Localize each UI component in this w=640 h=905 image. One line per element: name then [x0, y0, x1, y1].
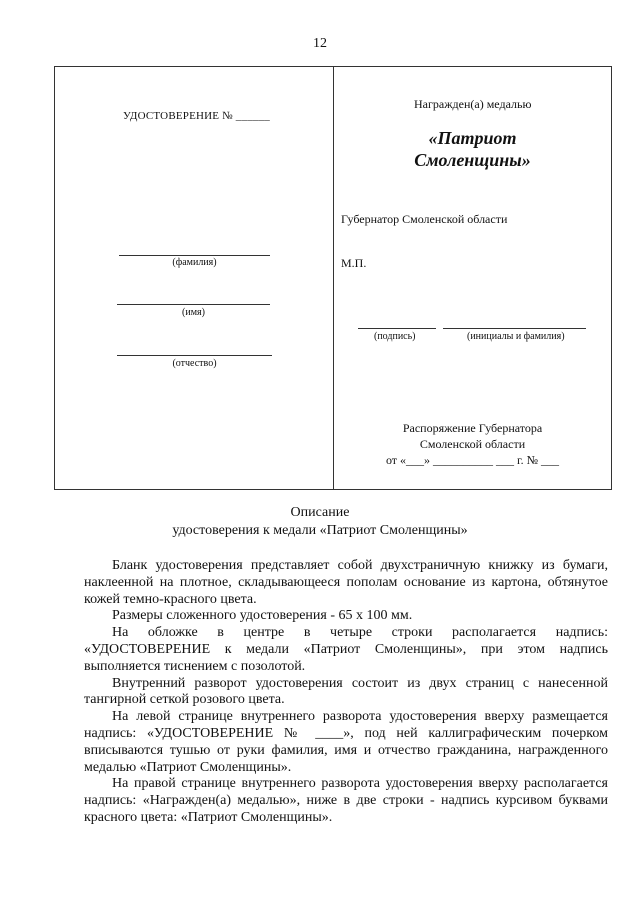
order-line2: Смоленской области: [419, 437, 526, 451]
description-heading: Описание: [290, 505, 350, 520]
patronymic-line: [117, 355, 272, 356]
governor-order: [334, 420, 611, 468]
name-caption: (имя): [182, 307, 205, 318]
order-line1: Распоряжение Губернатора: [402, 421, 543, 435]
order-line3: от «___» __________ ___ г. № ___: [385, 453, 560, 467]
signature-line: [358, 328, 436, 329]
initials-line: [443, 328, 586, 329]
name-line: [117, 304, 270, 305]
surname-line: [119, 255, 270, 256]
patronymic-caption: (отчество): [172, 358, 217, 369]
paragraph: Внутренний разворот удостоверения состоит из двух страниц с нанесенной тангирной сеткой розового цвета.: [84, 675, 608, 708]
initials-caption: (инициалы и фамилия): [467, 331, 565, 342]
medal-name: [334, 127, 611, 171]
awarded-text: Награжден(а) медалью: [414, 97, 532, 111]
surname-caption: (фамилия): [172, 257, 217, 268]
certificate-left-page: [55, 67, 333, 489]
certificate-right-page: [334, 67, 611, 489]
paragraph: На левой странице внутреннего разворота удостоверения вверху размещается надпись: «УДОСТОВЕРЕНИЕ № ____», под ней каллиграфическим почерком вписываются тушью от руки фамилия, имя и отчество гражданина, награжденного медалью «Патриот Смоленщины».: [84, 709, 608, 775]
paragraph: Размеры сложенного удостоверения - 65 x 100 мм.: [112, 608, 413, 624]
paragraph: Бланк удостоверения представляет собой двухстраничную книжку из бумаги, наклеенной на плотное, складывающееся пополам основание из картона, обтянутое кожей темно-красного цвета.: [84, 558, 608, 607]
description-body: [84, 558, 608, 827]
page-number: 12: [313, 36, 327, 51]
seal-place-text: М.П.: [341, 256, 367, 270]
medal-name-line2: Смоленщины»: [414, 150, 531, 170]
signature-caption: (подпись): [374, 331, 416, 342]
certificate-number-title: УДОСТОВЕРЕНИЕ № ______: [123, 110, 271, 122]
paragraph: На обложке в центре в четыре строки располагается надпись: «УДОСТОВЕРЕНИЕ к медали «Патриот Смоленщины», при этом надпись выполняется тиснением с позолотой.: [84, 625, 608, 674]
paragraph: На правой странице внутреннего разворота удостоверения вверху располагается надпись: «Награжден(а) медалью», ниже в две строки - надпись курсивом буквами красного цвета: «Патриот Смоленщины».: [84, 776, 608, 825]
certificate-spread: [54, 66, 612, 490]
governor-text: Губернатор Смоленской области: [341, 212, 508, 226]
description-subheading: удостоверения к медали «Патриот Смоленщины»: [172, 523, 468, 538]
medal-name-line1: «Патриот: [428, 128, 517, 148]
